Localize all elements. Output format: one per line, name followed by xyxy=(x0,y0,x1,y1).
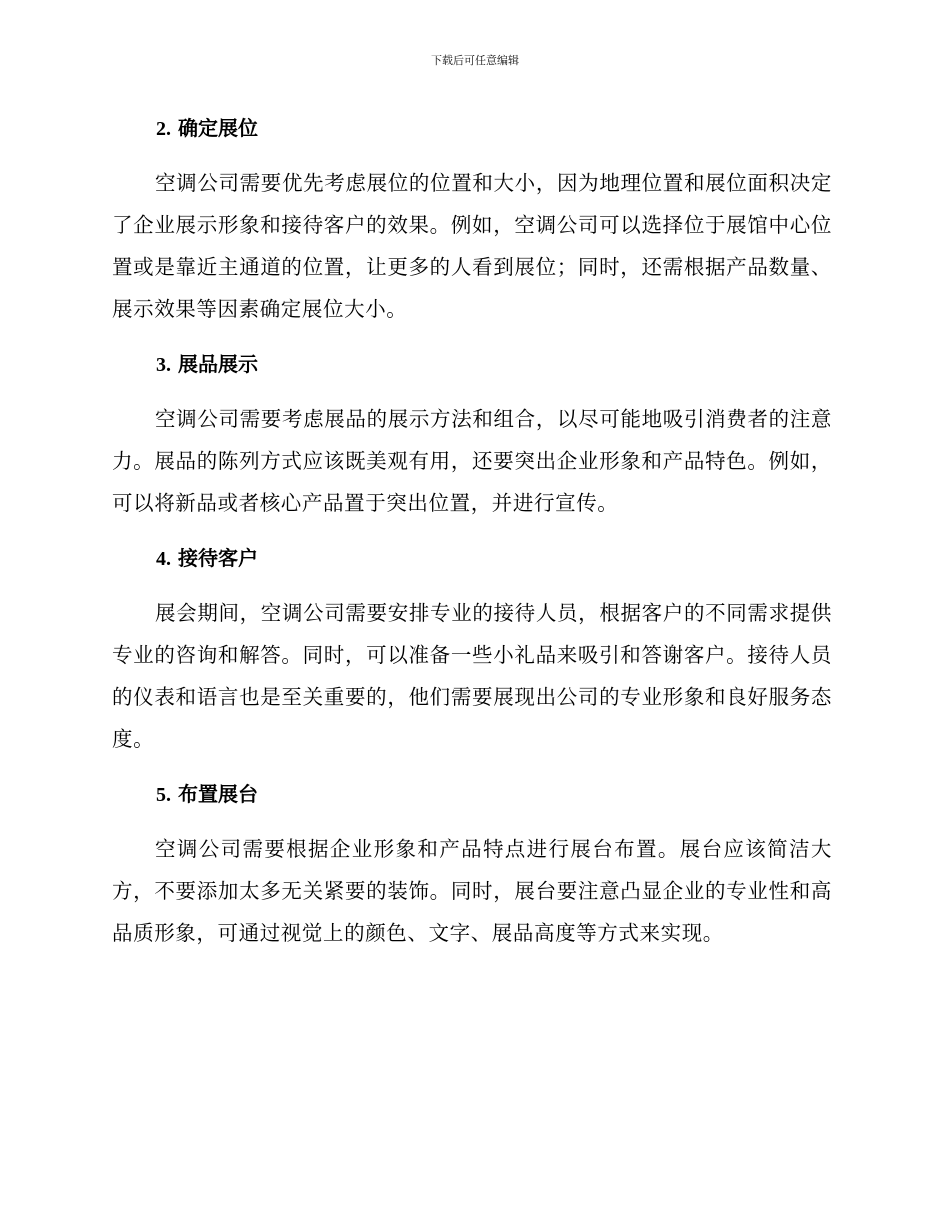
section-title: 确定展位 xyxy=(177,116,258,140)
section-title: 展品展示 xyxy=(177,352,258,376)
section-title: 布置展台 xyxy=(177,782,258,806)
page-header: 下载后可任意编辑 xyxy=(431,54,519,67)
section-exhibit-display xyxy=(112,344,832,538)
document-body xyxy=(112,108,832,954)
section-heading xyxy=(112,774,832,814)
section-paragraph: 空调公司需要根据企业形象和产品特点进行展台布置。展台应该简洁大方，不要添加太多无关紧要的装饰。同时，展台要注意凸显企业的专业性和高品质形象，可通过视觉上的颜色、文字、展品高度等方式来实现。 xyxy=(112,837,832,945)
section-number: 5. xyxy=(156,784,171,806)
section-paragraph: 空调公司需要优先考虑展位的位置和大小，因为地理位置和展位面积决定了企业展示形象和接待客户的效果。例如，空调公司可以选择位于展馆中心位置或是靠近主通道的位置，让更多的人看到展位；同时，还需根据产品数量、展示效果等因素确定展位大小。 xyxy=(112,171,832,321)
section-number: 3. xyxy=(156,354,171,376)
section-heading xyxy=(112,344,832,384)
section-number: 2. xyxy=(156,118,171,140)
section-heading xyxy=(112,538,832,578)
section-paragraph: 空调公司需要考虑展品的展示方法和组合，以尽可能地吸引消费者的注意力。展品的陈列方式应该既美观有用，还要突出企业形象和产品特色。例如，可以将新品或者核心产品置于突出位置，并进行宣传。 xyxy=(112,407,832,515)
section-paragraph: 展会期间，空调公司需要安排专业的接待人员，根据客户的不同需求提供专业的咨询和解答。同时，可以准备一些小礼品来吸引和答谢客户。接待人员的仪表和语言也是至关重要的，他们需要展现出公司的专业形象和良好服务态度。 xyxy=(112,601,832,751)
section-title: 接待客户 xyxy=(177,546,258,570)
section-heading xyxy=(112,108,832,148)
section-arrange-booth xyxy=(112,774,832,954)
section-number: 4. xyxy=(156,548,171,570)
section-receive-customers xyxy=(112,538,832,774)
section-confirm-booth xyxy=(112,108,832,344)
